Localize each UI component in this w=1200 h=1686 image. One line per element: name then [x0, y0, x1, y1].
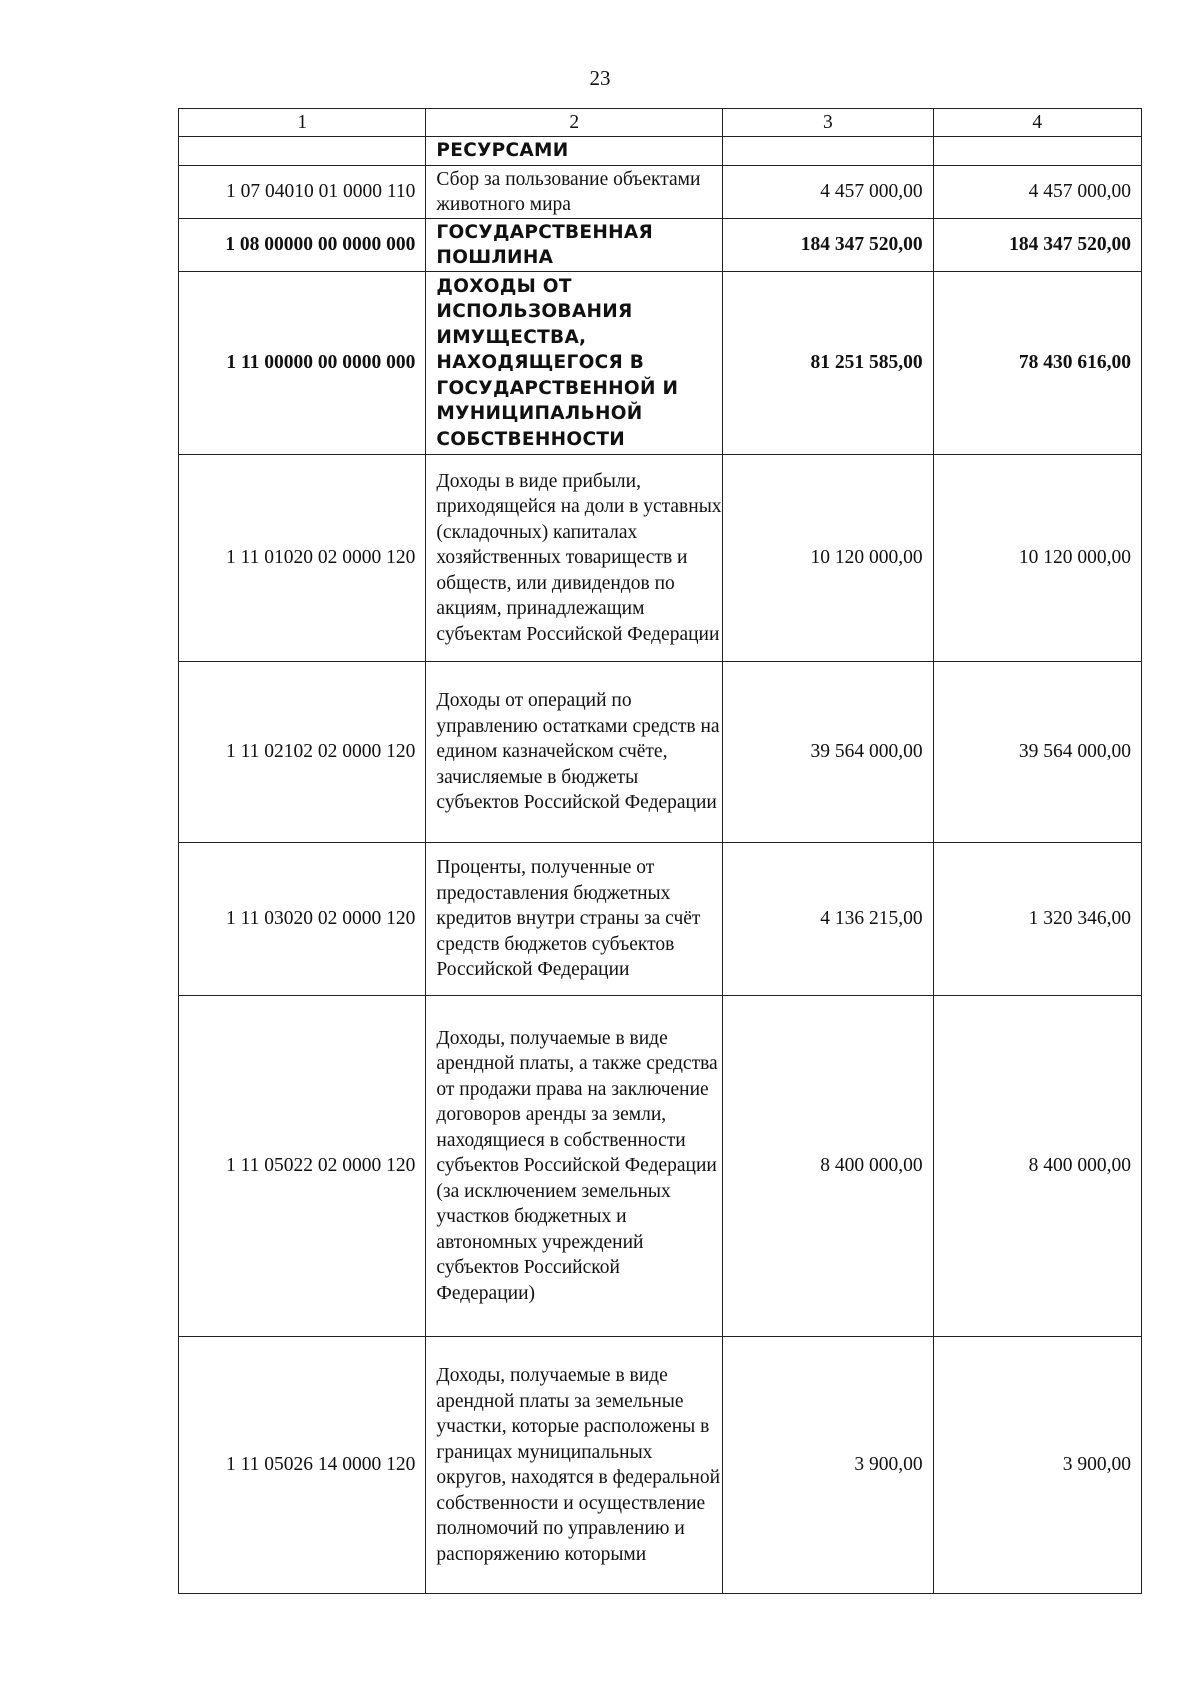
- row-value-col3: [723, 137, 933, 166]
- row-value-col3: 10 120 000,00: [723, 455, 933, 662]
- row-value-col4: 4 457 000,00: [933, 166, 1141, 219]
- header-col-3: 3: [723, 109, 933, 137]
- table-header-row: [179, 109, 1142, 137]
- row-name: Сбор за пользование объектами животного мира: [426, 166, 723, 219]
- row-code: 1 07 04010 01 0000 110: [179, 166, 426, 219]
- row-name: РЕСУРСАМИ: [426, 137, 723, 166]
- row-code: 1 11 05026 14 0000 120: [179, 1337, 426, 1594]
- row-value-col3: 8 400 000,00: [723, 996, 933, 1337]
- row-value-col3: 39 564 000,00: [723, 662, 933, 843]
- row-value-col3: 184 347 520,00: [723, 219, 933, 272]
- page-number: 23: [589, 66, 611, 90]
- row-value-col3: 4 136 215,00: [723, 843, 933, 996]
- table-row: [179, 843, 1142, 996]
- row-value-col4: 8 400 000,00: [933, 996, 1141, 1337]
- row-code: 1 11 02102 02 0000 120: [179, 662, 426, 843]
- row-name: Доходы, получаемые в виде арендной платы, а также средства от продажи права на заключение договоров аренды за земли, находящиеся в собственности субъектов Российской Федерации (за исключением земельных участков бюджетных и автономных учреждений субъектов Российской Федерации): [426, 996, 723, 1337]
- row-code: 1 08 00000 00 0000 000: [179, 219, 426, 272]
- row-value-col4: [933, 137, 1141, 166]
- row-value-col3: 4 457 000,00: [723, 166, 933, 219]
- row-name: ДОХОДЫ ОТ ИСПОЛЬЗОВАНИЯ ИМУЩЕСТВА, НАХОДЯЩЕГОСЯ В ГОСУДАРСТВЕННОЙ И МУНИЦИПАЛЬНОЙ СОБСТВЕННОСТИ: [426, 272, 723, 455]
- row-value-col4: 184 347 520,00: [933, 219, 1141, 272]
- revenue-table: [178, 108, 1142, 1594]
- row-name: Доходы в виде прибыли, приходящейся на доли в уставных (складочных) капиталах хозяйственных товариществ и обществ, или дивидендов по акциям, принадлежащим субъектам Российской Федерации: [426, 455, 723, 662]
- row-value-col3: 3 900,00: [723, 1337, 933, 1594]
- table-row: [179, 662, 1142, 843]
- table-row: [179, 996, 1142, 1337]
- header-col-4: 4: [933, 109, 1141, 137]
- row-name: ГОСУДАРСТВЕННАЯ ПОШЛИНА: [426, 219, 723, 272]
- row-code: 1 11 05022 02 0000 120: [179, 996, 426, 1337]
- table-row: [179, 455, 1142, 662]
- table-row: [179, 219, 1142, 272]
- table-row: [179, 272, 1142, 455]
- header-col-2: 2: [426, 109, 723, 137]
- row-value-col4: 1 320 346,00: [933, 843, 1141, 996]
- row-code: 1 11 01020 02 0000 120: [179, 455, 426, 662]
- row-name: Доходы от операций по управлению остатками средств на едином казначейском счёте, зачисляемые в бюджеты субъектов Российской Федерации: [426, 662, 723, 843]
- row-value-col4: 78 430 616,00: [933, 272, 1141, 455]
- header-col-1: 1: [179, 109, 426, 137]
- row-name: Проценты, полученные от предоставления бюджетных кредитов внутри страны за счёт средств бюджетов субъектов Российской Федерации: [426, 843, 723, 996]
- row-value-col4: 39 564 000,00: [933, 662, 1141, 843]
- table-row: [179, 1337, 1142, 1594]
- row-code: 1 11 00000 00 0000 000: [179, 272, 426, 455]
- row-value-col4: 10 120 000,00: [933, 455, 1141, 662]
- table-row: [179, 137, 1142, 166]
- row-value-col3: 81 251 585,00: [723, 272, 933, 455]
- row-name: Доходы, получаемые в виде арендной платы за земельные участки, которые расположены в границах муниципальных округов, находятся в федеральной собственности и осуществление полномочий по управлению и распоряжению которыми: [426, 1337, 723, 1594]
- row-value-col4: 3 900,00: [933, 1337, 1141, 1594]
- row-code: [179, 137, 426, 166]
- table-row: [179, 166, 1142, 219]
- row-code: 1 11 03020 02 0000 120: [179, 843, 426, 996]
